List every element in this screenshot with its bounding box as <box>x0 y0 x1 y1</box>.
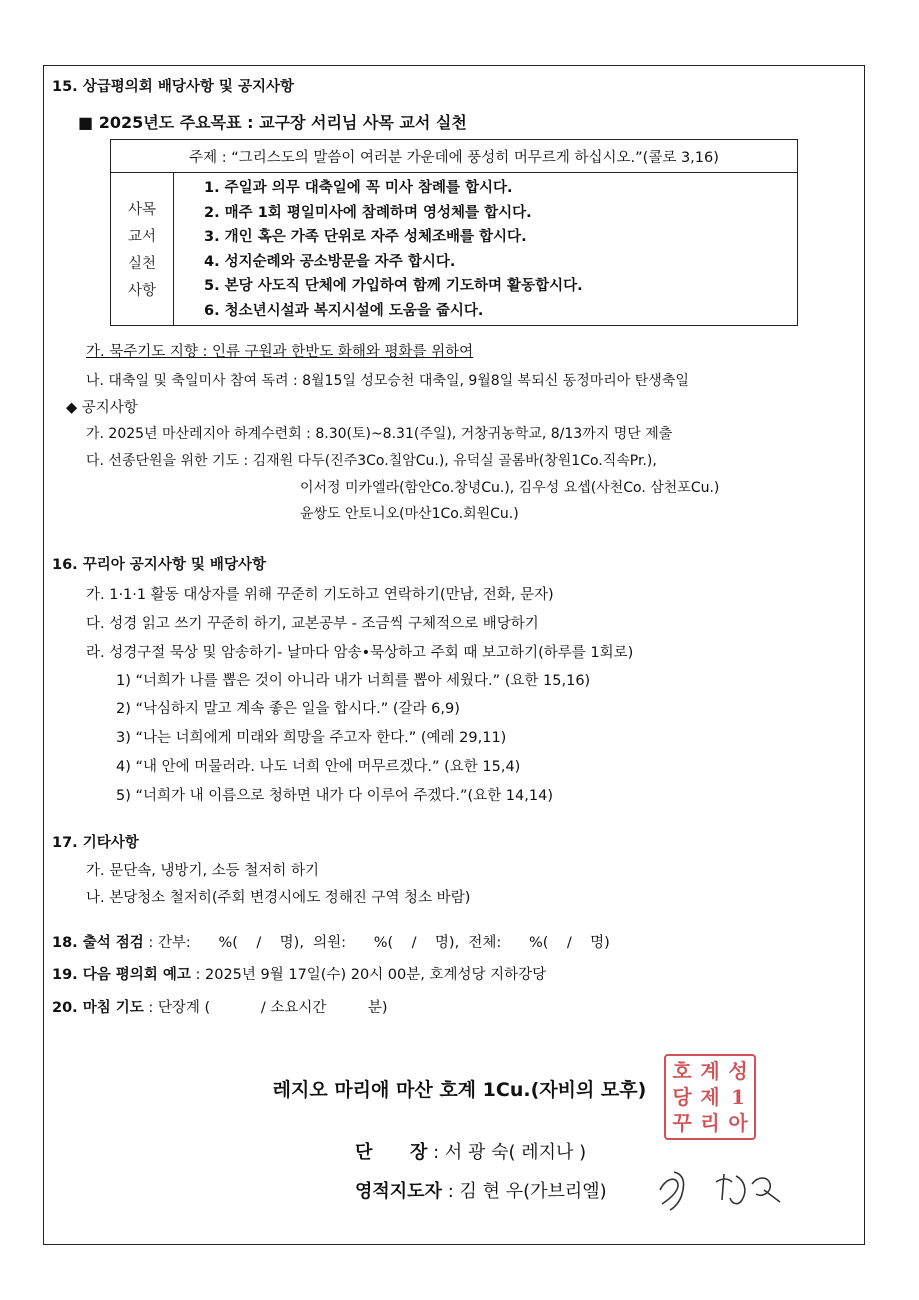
prayer-deceased-3: 윤쌍도 안토니오(마산1Co.회원Cu.) <box>300 506 519 522</box>
closing-prayer-line <box>52 998 388 1018</box>
director-name: : 김 현 우(가브리엘) <box>447 1181 607 1202</box>
verse-item: 5) “너희가 내 이름으로 청하면 내가 다 이루어 주겠다.”(요한 14,14) <box>116 788 553 804</box>
feast-mass: 나. 대축일 및 축일미사 참여 독려 : 8월15일 성모승천 대축일, 9월8일 복되신 동정마리아 탄생축일 <box>86 373 689 389</box>
curia-title: 레지오 마리애 마산 호계 1Cu.(자비의 모후) <box>272 1079 647 1101</box>
section-17-heading: 17. 기타사항 <box>52 835 139 851</box>
leader-label: 단 장 <box>355 1142 428 1163</box>
side-label-3: 실천 <box>127 256 156 272</box>
section-15-heading: 15. 상급평의회 배당사항 및 공지사항 <box>52 79 294 95</box>
stamp-char: 호 <box>672 1059 692 1083</box>
next-meeting-line <box>52 965 546 985</box>
verse-item: 3) “나는 너희에게 미래와 희망을 주고자 한다.” (예레 29,11) <box>116 730 507 746</box>
s17-cleaning: 나. 본당청소 철저히(주회 변경시에도 정해진 구역 청소 바람) <box>86 890 471 906</box>
rosary-intention: 가. 묵주기도 지향 : 인류 구원과 한반도 화해와 평화를 위하여 <box>86 344 474 360</box>
goal-item: 3. 개인 혹은 가족 단위로 자주 성체조배를 합시다. <box>204 229 527 245</box>
attendance-text: : 간부: %( / 명), 의원: %( / 명), 전체: %( / 명) <box>143 935 610 951</box>
attendance-line <box>52 933 610 953</box>
goal-item: 4. 성지순례와 공소방문을 자주 합시다. <box>204 253 456 270</box>
handwritten-signature <box>652 1160 792 1212</box>
leader-name: : 서 광 숙( 레지나 ) <box>433 1142 587 1163</box>
s17-security: 가. 문단속, 냉방기, 소등 철저히 하기 <box>86 863 319 879</box>
stamp-char: 꾸 <box>672 1111 692 1135</box>
director-line <box>355 1177 607 1203</box>
closing-prayer-text: : 단장계 ( / 소요시간 분) <box>143 1000 388 1016</box>
stamp-char: 리 <box>700 1111 720 1135</box>
stamp-char: 제 <box>700 1085 720 1109</box>
verse-item: 1) “너희가 나를 뽑은 것이 아니라 내가 너희를 뽑아 세웠다.” (요한 15,16) <box>116 673 591 689</box>
s16-memorize: 라. 성경구절 묵상 및 암송하기- 날마다 암송•묵상하고 주회 때 보고하기(하루를 1회로) <box>86 645 634 661</box>
goal-side-label <box>111 173 174 326</box>
stamp-char: 당 <box>672 1085 692 1109</box>
goal-item: 1. 주일과 의무 대축일에 꼭 미사 참례를 합시다. <box>204 180 513 196</box>
annual-goal: ■ 2025년도 주요목표 : 교구장 서리님 사목 교서 실천 <box>78 113 467 132</box>
summer-retreat: 가. 2025년 마산레지아 하계수련회 : 8.30(토)~8.31(주일), 거창귀농학교, 8/13까지 명단 제출 <box>86 426 673 442</box>
prayer-deceased: 다. 선종단원을 위한 기도 : 김재원 다두(진주3Co.칠암Cu.), 유덕실 골롬바(창원1Co.직속Pr.), <box>86 453 657 469</box>
next-meeting-label: 19. 다음 평의회 예고 <box>52 967 191 983</box>
stamp-char: 아 <box>728 1111 748 1135</box>
goal-item: 2. 매주 1회 평일미사에 참례하며 영성체를 합시다. <box>204 204 532 221</box>
stamp-char: 성 <box>728 1059 748 1083</box>
attendance-label: 18. 출석 점검 <box>52 935 144 951</box>
goal-item: 6. 청소년시설과 복지시설에 도움을 줍시다. <box>204 302 484 319</box>
leader-line <box>355 1138 586 1164</box>
s16-bible: 다. 성경 읽고 쓰기 꾸준히 하기, 교본공부 - 조금씩 구체적으로 배당하기 <box>86 616 539 632</box>
side-label-2: 교서 <box>127 229 156 245</box>
goal-theme: 주제 : “그리스도의 말씀이 여러분 가운데에 풍성히 머무르게 하십시오.”(콜로 3,16) <box>111 140 798 173</box>
next-meeting-text: : 2025년 9월 17일(수) 20시 00분, 호계성당 지하강당 <box>190 967 547 983</box>
section-16-heading: 16. 꾸리아 공지사항 및 배당사항 <box>52 557 266 573</box>
notice-heading: ◆ 공지사항 <box>66 400 138 416</box>
stamp-char: 계 <box>700 1059 720 1083</box>
stamp-char: 1 <box>731 1085 745 1109</box>
goal-items <box>174 173 798 326</box>
verse-item: 2) “낙심하지 말고 계속 좋은 일을 합시다.” (갈라 6,9) <box>116 701 460 717</box>
goal-table <box>110 139 798 326</box>
church-seal-stamp <box>664 1054 756 1140</box>
verse-item: 4) “내 안에 머물러라. 나도 너희 안에 머무르겠다.” (요한 15,4) <box>116 759 521 775</box>
closing-prayer-label: 20. 마침 기도 <box>52 1000 144 1016</box>
prayer-deceased-2: 이서정 미카엘라(함안Co.창녕Cu.), 김우성 요셉(사천Co. 삼천포Cu.) <box>300 480 720 496</box>
goal-item: 5. 본당 사도직 단체에 가입하여 함께 기도하며 활동합시다. <box>204 278 583 294</box>
side-label-4: 사항 <box>127 283 156 299</box>
s16-activity: 가. 1·1·1 활동 대상자를 위해 꾸준히 기도하고 연락하기(만남, 전화, 문자) <box>86 587 554 603</box>
director-label: 영적지도자 <box>355 1181 442 1202</box>
side-label-1: 사목 <box>127 202 156 218</box>
